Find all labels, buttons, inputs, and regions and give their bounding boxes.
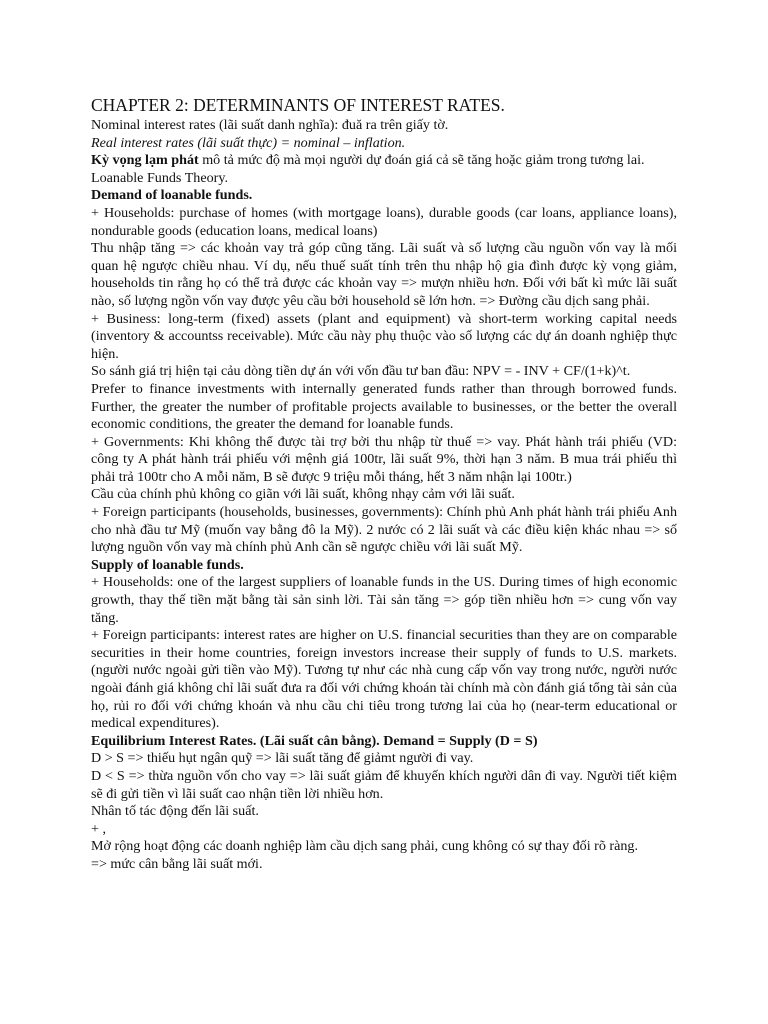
expand-business-line: Mở rộng hoạt động các doanh nghiệp làm cầu dịch sang phải, cung không có sự thay đối rõ ràng.	[91, 838, 638, 855]
government-inelastic-line: Cầu của chính phủ không co giãn với lãi suất, không nhạy cảm với lãi suất.	[91, 486, 515, 503]
inflation-expectation-text: mô tả mức độ mà mọi người dự đoán giá cả sẽ tăng hoặc giảm trong tương lai.	[198, 152, 645, 169]
npv-line: So sánh giá trị hiện tại cảu dòng tiền dự án với vốn đầu tư ban đầu: NPV = - INV + CF/(1+k)^t.	[91, 363, 631, 380]
supply-foreign-paragraph: + Foreign participants: interest rates are higher on U.S. financial securities than they are on comparable securities in their home countries, foreign investors increase their supply of funds to U.S. markets. (người nước ngoài gửi tiền vào Mỹ). Tương tự như các nhà cung cấp vốn vay trong nước, người nước ngoài đánh giá không chỉ lãi suất đưa ra đối với chứng khoán tài chính mà còn đánh giá tổng tài sản của họ, rủi ro đối với chứng khoán và nhu cầu chi tiêu trong tương lai của họ (near-term educational or medical expenditures).	[91, 627, 677, 732]
d-greater-than-s-line: D > S => thiếu hụt ngân quỹ => lãi suất tăng để giảmt người đi vay.	[91, 750, 474, 767]
nominal-rate-line: Nominal interest rates (lãi suất danh nghĩa): đuă ra trên giấy tờ.	[91, 117, 449, 133]
demand-heading: Demand of loanable funds.	[91, 187, 253, 204]
equilibrium-heading: Equilibrium Interest Rates. (Lãi suất cân bằng). Demand = Supply (D = S)	[91, 732, 538, 749]
document-page	[91, 94, 677, 874]
loanable-funds-theory-line: Loanable Funds Theory.	[91, 169, 228, 186]
real-rate-line: Real interest rates (lãi suất thực) = nominal – inflation.	[91, 134, 406, 151]
demand-governments-paragraph: + Governments: Khi không thể được tài trợ bởi thu nhập từ thuế => vay. Phát hành trái phiếu (VD: công ty A phát hành trái phiếu với mệnh giá 100tr, lãi suất 9%, thời hạn 3 năm. B mua trái phiếu thì phải trả 100tr cho A mỗi năm, B sẽ được 9 triệu mỗi tháng, hết 3 năm nhận lại 100tr.)	[91, 433, 677, 485]
business-prefer-paragraph: Prefer to finance investments with internally generated funds rather than through borrowed funds. Further, the greater the number of profitable projects available to businesses, or the better the overall economic conditions, the greater the demand for loanable funds.	[91, 380, 677, 433]
chapter-title: CHAPTER 2: DETERMINANTS OF INTEREST RATES.	[91, 95, 505, 115]
inflation-expectation-paragraph	[91, 152, 677, 170]
demand-households-paragraph: + Households: purchase of homes (with mortgage loans), durable goods (car loans, appliance loans), nondurable goods (education loans, medical loans)	[91, 204, 677, 239]
d-less-than-s-paragraph: D < S => thừa nguồn vốn cho vay => lãi suất giảm để khuyến khích người dân đi vay. Người tiết kiệm sẽ đi gửi tiền vì lãi suất cao nhận tiền lời nhiều hơn.	[91, 767, 677, 802]
demand-business-paragraph: + Business: long-term (fixed) assets (plant and equipment) và short-term working capital needs (inventory & accountss receivable). Mức cầu này phụ thuộc vào số lượng các dự án doanh nghiệp thực hiện.	[91, 310, 677, 362]
plus-line: + ,	[91, 820, 106, 837]
factors-line: Nhân tố tác động đến lãi suất.	[91, 803, 259, 820]
supply-households-paragraph: + Households: one of the largest suppliers of loanable funds in the US. During times of high economic growth, thay thế tiền mặt bằng tài sản sinh lời. Tài sản tăng => góp tiền nhiều hơn => cung vốn vay tăng.	[91, 574, 677, 626]
inflation-expectation-term: Kỳ vọng lạm phát	[91, 152, 199, 169]
demand-foreign-paragraph: + Foreign participants (households, businesses, governments): Chính phủ Anh phát hành trái phiếu Anh cho nhà đầu tư Mỹ (muốn vay bằng đô la Mỹ). 2 nước có 2 lãi suất và các điều kiện khác nhau => số lượng nguồn vốn vay mà chính phủ Anh cần sẽ ngược chiều với lãi suất Mỹ.	[91, 504, 677, 556]
new-equilibrium-line: => mức cân bằng lãi suất mới.	[91, 855, 263, 872]
supply-heading: Supply of loanable funds.	[91, 556, 244, 573]
demand-households-vn-paragraph: Thu nhập tăng => các khoản vay trả góp cũng tăng. Lãi suất và số lượng cầu nguồn vốn vay là mối quan hệ ngược chiều nhau. Ví dụ, nếu thuế suất tính trên thu nhập hộ gia đình được kỳ vọng giảm, households tin rằng họ có thể trả được các khoản vay => mượn nhiều hơn. Đối với bất kì mức lãi suất nào, số lượng ngồn vốn vay được yêu cầu bởi household sẽ lớn hơn. => Đường cầu dịch sang phải.	[91, 240, 677, 309]
